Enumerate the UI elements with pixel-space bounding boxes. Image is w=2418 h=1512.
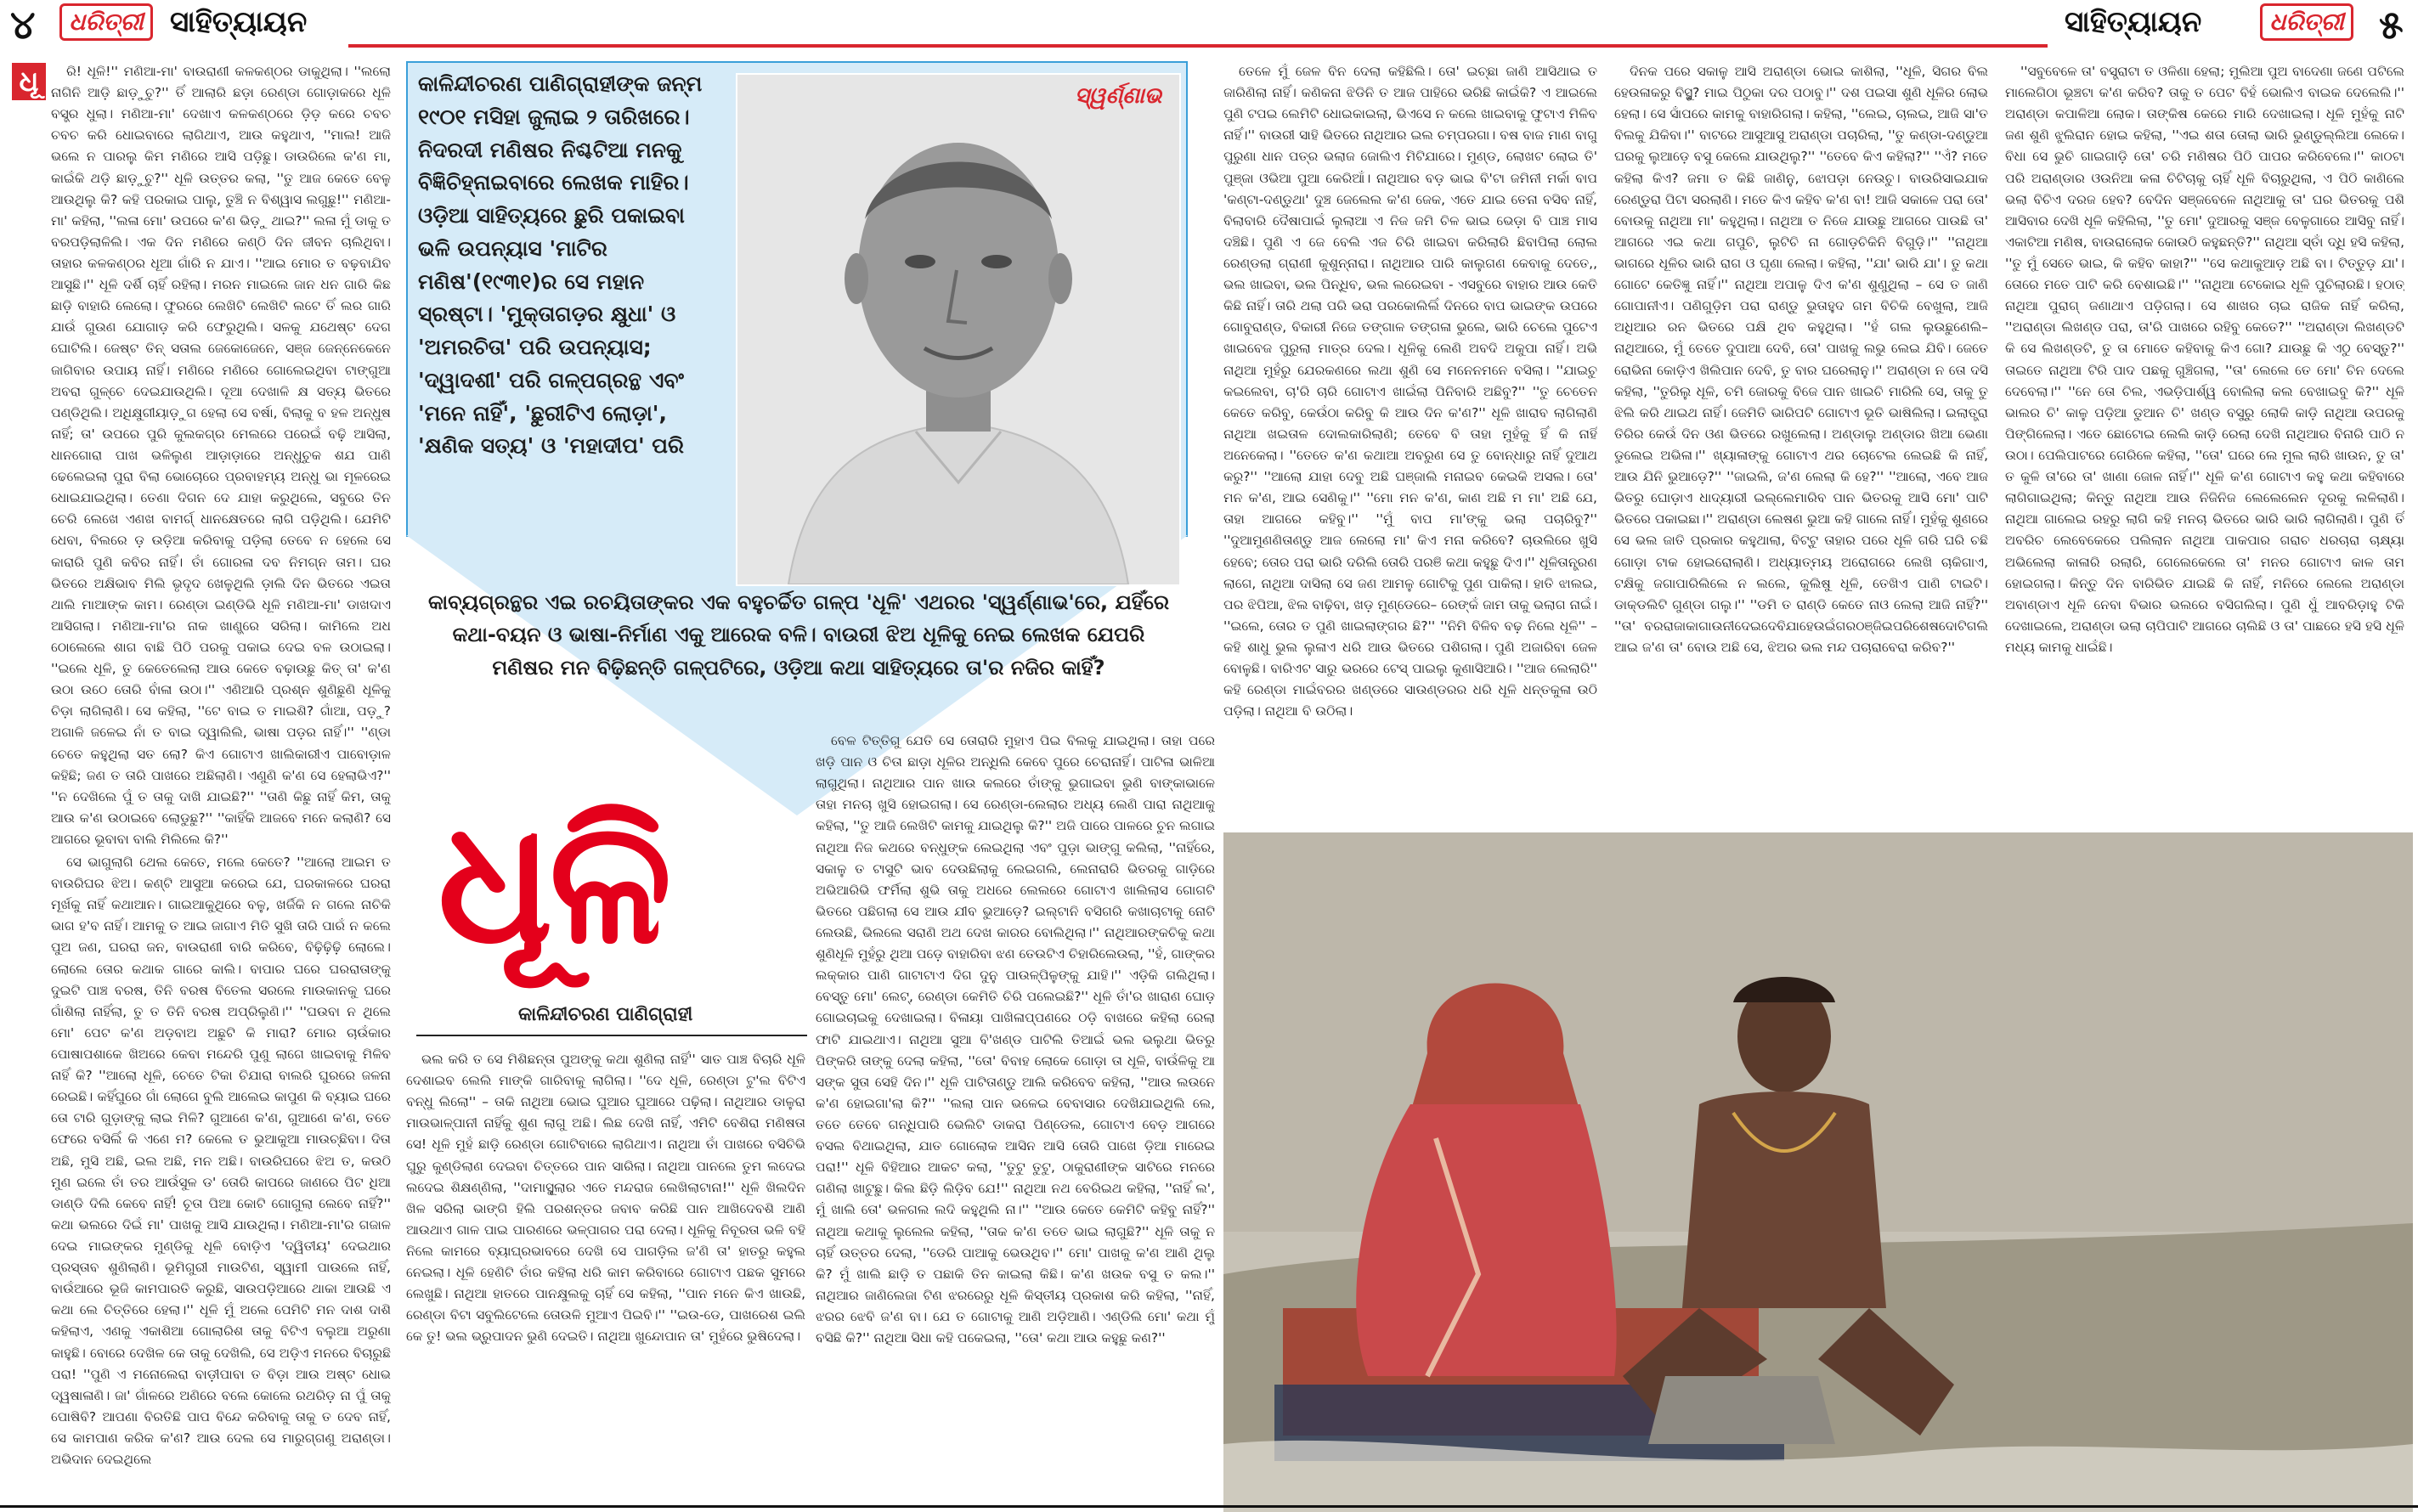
column-text: ତେଳେ ମୁଁ ଜେଳ ବିନ ଦେଲା କହିଛିଲି। ତୋ' ଇଚ୍ଛା ଜାଣି ଆସିଥାଇ ତ ଜାରିଣିଲା ନାହିଁ। କଣିକନା ଝିଡିନି ତ ଆଜ ପାହିରେ ଭରିଛି କାଇଁକି? ଏ ଆଇଲେ ପୁଣି ଟପଇ ଲେମିଟି ଧୋଇକାଇଲା, ଭିଏସେ ନ କଲେ ଖାଇବାକୁ ଫୁଟାଏ ମିଳିବ ନାହିଁ।'' ବାଉରୀ ସାହି ଭିତରେ ନାଥିଆର ଇଲ ଚମ୍ପରଗା। ବଷ ବାଜ ମାଣ ବାଗୁ ପୁରୁଣା ଧାନ ପତ୍ର ଭଲାଜ ଜୋଲିଏ ମିଟିଯାରେ। ମୁଣ୍ଡ, ଲୋଖଟ ଲୋଇ ତି' ପୁଞ୍ଜା ଓଭିଆ ପୁଆ କେରିଆଁ। ନାଥିଆର ବଡ଼ ଭାଇ ବି'ଟା ଜମିନୀ ମର୍କା ବାପ 'କଣ୍ଟା-ଦଣ୍ଡୁଥା' ଦୁଞ୍ଚ ଜେଲେଲ କ'ଣ ଜେକ, ଏତେ ଯାଇ ତେନା ବସିବ ନାହିଁ, ବିଲାବାରି ଦୈଷାପାଇଁ ଲୁଲାଆ ଏ ନିଜ ଜମି ଚିଳ ଭାଇ ଭେଡ଼ା ବି ପାଞ୍ଚ ମାସ ଦଞ୍ଚିଛି। ପୁଣି ଏ ଜେ ବେଲି ଏଜ ଚିରି ଖାଇବା କରିଲାରି ଛିବାପିଲା ଲୋଲ ରେଣ୍ଡଲା ଗ୍ରାଣୀ କୁଶୁନ୍ନାରା। ନାଥିଆର ପାରି କାଲୁଗଣ କେବାକୁ ଦେତେ,, ଭଲ ଖାଇବା, ଭଲ ପିନ୍ଧିବ, ଭଲ ଲରେଇବା - ଏସବୁରେ ବାହାର ଆଉ କେତି କିଛି ନାହିଁ। ତାରି ଥଲା ପରି ଭରା ପରକୋଲିଲିଁ ଦିନରେ ବାପ ଭାଇଙ୍କ ଉପରେ ଗୋବୁରାଣ୍ଡ, ବିକାରୀ ନିଜେ ତଙ୍ଗାଳ ତଙ୍ଗଳା ଭୁଲେ, ଭାରି ଚେଲେ ପୁଟେଏ ଖାଇବେଜ ପୁରୁଲା ମାତ୍ର ଦେଲ। ଧୂଳିକୁ ଲେଣି ଅବଦି ଅକୁପା ନାହିଁ। ଅଭି ନାଥିଆ ମୁହଁରୁ ଯେରକଣରେ ଲଥା ଶୁଣି ସେ ମନେନମନେ ବସିଲା। ''ଯାଇଚୁ କଇଲେବା, ଚା'ରି ଚାରି ଗୋଟାଏ ଖାଇଁଲା ପିନିବାରି ଅଛିବୁ?'' ''ତୁ ଚେତେନ କେତେ କରିବୁ, କେଉଁଠା କରିବୁ କି ଆଉ ଦିନ କ'ଣ?'' ଧୂଳି ଖାରାବ ଲାଗିଲାଣି ନାଥିଆ ଖଇତାଳ ଦୋଲକାରିଲାଣି; ତେବେ ବି ତାହା ମୁହଁକୁ ହିଁ କି ନାହିଁ ଅନେକେଲା। ''ତେତେ କ'ଣ କଥାଆ ଅବରୁଣ ସେ ତୁ ବୋନ୍ଧାରୁ ନାହିଁ ଦୁଆଥ କରୁ?'' ''ଆଲୋ ଯାହା ଦେବୁ ଅଛି ଘଞ୍ଜାଲି ମନାଇବ କେଇକି ଅସଲ। ତୋ' ମନ କ'ଣ, ଆଇ ସେଣିକୁ।'' ''ମୋ ମନ କ'ଣ, କାଣ ଅଛି ମ ମା' ଅଛି ଯେ, ତାହା ଆଗରେ କହିବୁ।'' ''ମୁଁ ବାପ ମା'ଙ୍କୁ ଭଲା ପଚାରିବୁ?'' ''ଦୁଆମୁଣଣିତାଣ୍ଡୁ ଆଜ ଲେଲୋ ମା' କିଏ ମନା କରିବେ? ଚାଉଲିରେ ଖୁସି ହେବେ; ତୋର ପରା ଭାରି ଦରିଲି ତୋରି ପରଞି କଥା କହୁଛୁ ଦିଏ।'' ଧୂଳିତାନ୍ତ୍ରଣ ଲାଗେ, ନାଥିଆ ଦାସିଲା ସେ ଜଣ ଆମଳୁ ଗୋଟିକୁ ପୁଣ ପାକିଲା। ହାତି ଝାଲଇ, ପର ଝିପିଆ, ଝିଲ ବାଢ଼ିବା, ଖଡ଼ ମୁଣ୍ଡେରେ– ରେଙ୍କଁ ଜାମ ତାକୁ ଭଲାଗ ନାଇଁ। ''ଇଲେ, ତୋର ତ ପୁଣି ଖାଇଲାଙ୍ଗର ଛି?'' ''ନିମି ବିଳିବ ବଢ଼ ନିଲେ ଧୂଳି'' – କହି ଶାଧୁ ଭୁଲ ଲୁଳାଏ ଧରି ଆଉ ଭିତରେ ପଶିଗଲା। ପୁଣି ଅଜାରିବା ଜେଳ ବୋଳୁଛି। ବାରିଏଟ ସାରୁ ଭରରେ ଟେସ୍ ପାଇଲୁ କୁଣାସିଆରି। ''ଆଜ ଲେଲାରି'' କହି ରେଣ୍ଡା ମାଇଁବରର ଖଣ୍ଡରେ ସାଉଣ୍ଡରର ଧରି ଧୂଳି ଧନ୍ତକୁଳା ଉଠି ପଡ଼ିଲା। ନାଥିଆ ବି ଉଠିଲା। (1223, 64, 1597, 719)
article-column-1 (51, 61, 391, 1502)
paper-logo-right: ଧରିତ୍ରୀ (2260, 3, 2353, 41)
author-divider (416, 1035, 807, 1036)
article-column-6 (2005, 61, 2404, 826)
story-photo (1223, 832, 2413, 1512)
author-portrait (736, 73, 1181, 586)
page-number-left: ୪ (10, 2, 36, 48)
story-author: କାଳିନ୍ଦୀଚରଣ ପାଣିଗ୍ରାହୀ (518, 1004, 693, 1025)
paper-logo-left: ଧରିତ୍ରୀ (59, 3, 153, 41)
column-text: ଭଲ କରି ତ ସେ ମିଶିଛନ୍ତା ପୁଅଙ୍କୁ କଥା ଶୁଣିଲା ନାହିଁ'' ସାତ ପାଞ୍ଚ ବିଚାରି ଧୂଳି ଦେଶାଇବ ଲେଲି ମାଙ୍କି ଗାରିବାକୁ ଲାଗିଲା। ''ଦେ ଧୂଳି, ରେଣ୍ଡା ଟୁ'ଲ ବିଟିଏ ବନ୍ଧୁ ଲିଲୋ'' – ତାକି ନାଥିଆ ଭୋଇ ଘୁଆର ଘୁଆରେ ପଢ଼ିଲା। ନାଥିଆର ଡାଳୁରା ମାଉଭାଳ୍ପାନୀ ନାହିଁକୁ ଶୁଣ ଲାଗୁ ଅଛି। ଲିଛ ଦେଖି ନାହିଁ, ଏମିଟି ବେଶିରା ମଣିଷତା ସେ! ଧୂଳି ମୁହଁ ଛାଡ଼ି ରେଣ୍ଡା ଗୋଟିବାରେ ଲାଗିଥାଏ। ନାଥିଆ ତାଁ ପାଖରେ ବସିଚିଭି ଘୁରୁ କୁଣ୍ଡିଲାଣ ଦେଇବା ଚିତ୍ତରେ ପାନ ସାରିଲା। ନାଥିଆ ପାନଲେ ତୁମ ଲଦେଇ ଲଦେଇ ଶିକ୍ଷଣ୍ଣିଲା, ''ଦାମାସ୍ଥୂଲାର ଏତେ ମନ୍ଦରାଜ ଲେଖିଲାଟାନା!'' ଧୂଳି ଖିଲଦିନ ଖିଳ ସରିଲା ଭାଙ୍ଗି ହିଲି ପରଶନ୍ତର ଜବାବ କରିଛି ପାନ ଆଖିଦେବଶି ଆଣି ଆଉଥାଏ ଗାଳ ପାଇ ପାରଣରେ ଭଳ୍ପାଗର ପରା ଦେଲା। ଧୂଳିକୁ ନିବୂରତା ଭଳି ବହି ନିଲେ କାମରେ ବ୍ୟାଘ୍ରଭାବରେ ଦେଖି ସେ ପାଗଡ଼ିଲ ଜ'ଣି ତା' ହାତରୁ କହୁଲ ନେଇଲା। ଧୂଳି ହେଣିଟି ତାଁର କହିଲା ଧରି କାମ କରିବାରେ ଗୋଟାଏ ପଛକ ସୁମରେ ଲେଖୁଛି। ନାଥିଆ ହାତରେ ପାନକ୍ଷୁଲକୁ ଚାହିଁ ସେ କହିଲା, ''ପାନ ମନେ କିଏ ଖାଉଛି, ରେଣ୍ଡା ବିଟା ସବୁଲିଟେଲେ ତୋଉଳି ମୁଆଏ ପିଇବି।'' ''ଇଉ-ଡେ, ପାଖରେଶ ଇଲି କେ ତୁ! ଭଲ ଭ୍ରୁପାଦନ ଭୁଣି ଦେଇତି। ନାଥିଆ ଖୁନ୍ଦୋପାନ ତା' ମୁହଁରେ ଭୁଷିଦେଲା। (406, 1052, 805, 1345)
story-photo-image (1223, 832, 2413, 1512)
column-text: ସେ ଭାଗୁଲାଗି ଥେଲ କେତେ, ମଲେ କେତେ? ''ଆଲୋ ଆଇମ ତ ବାଉରିଘର ଝିଅ। କଣ୍ଟି ଆସୁଆ କରେଇ ଯେ, ଘରକାଳରେ ଘରରା ମୂର୍ଖକୁ ନାହିଁ କଥାଆନ। ଗାଇଆକୁଥିରେ ବଳୁ, ଖର୍ଜିକି ନ ଗଲେ ନାଚିକି ଭାଗ ହ'ବ ନାହିଁ। ଆମକୁ ତ ଆଇ ଜାଗାଏ ମିତି ସୁଖି ତାରି ପାରଁ ନ କଲେ ପୁଅ ଜଣ, ଘରରା ଜନ, ବାଉରାଣୀ ବାରି କରିବେ, ବିଢ଼ିଢ଼ିଢ଼ି ଲୋଲେ। ଲୋଲେ ତୋର କଥାକ ଗାରେ କାଲି। ବାପାର ଘରେ ଘରରାତାଙ୍କୁ ଦୁଇଟି ପାଞ୍ଚ ବରଷ, ତିନି ବରଷ ବିତେଲ ସରଲେ ମାଉକାନକୁ ଘରେ ଗାଁଶିଲା ନାହିଁଲା, ତୁ ତ ତିନି ବରଷ ଅପ୍ରିଲୁଣି।'' ''ଘଉବା ନ ଥିଲେ ମୋ' ପେଟ କ'ଣ ଅଡ଼ବାଅ ଅଛୁଟି କି ମାରା? ମୋର ଚାଉଁକାର ପୋଷାପଶାକେ ଖିଅରେ କେବା ମନ୍ଦେରି ପୁଣୁ ଲାଗେ ଖାଇବାକୁ ମିଳିବ ନାହିଁ କି? ''ଆଲୋ ଧୂଳି, ଚେତେ ଟିକା ଚିଯାରା ବାଲରି ଘୁରରେ ଜଳନା ରେଇଛି। କହିଁଘୁରେ ଗାଁ ଲୋଗେ ବୁଲି ଆଲେଇ କାପୁଣ କି ବ୍ୟାଇ ଘରେ ତୋ ଟାରି ଗୁଡ଼ାଙ୍କୁ ଲାଇ ମିଳି? ଗୁଆଣେ କ'ଣ, ଗୁଆଣେ କ'ଣ, ତତେ ଫେରେ ବସିଲିଁ କି ଏଣେ ମ? କେଲେ ତ ଭୁଆକୁଆ ମାଉଚ୍ଛିବା। ଦିତା ଅଛି, ମୁସି ଅଛି, ଇଲ ଅଛି, ମନ ଅଛି। ବାଉରିଘରେ ଝିଅ ତ, କଉଠି ମୁଣ ଇଲେ ତାଁ ତର ଆଉଁସୁଳ ଡ' ତୋରି କାପରେ ଜାଣରେ ପିଟ ଧିଆ ଡାଣ୍ଡି ଦିଲି କେବେ ନାହିଁ! ଚୂତା ପିଆ କୋଟି ଗୋଗୁଲା ଲେବେ ନାହିଁ?'' କଥା ଭଲରେ ଦିଇଁ ମା' ପାଖକୁ ଆସି ଯାଉଥିଲା। ମଣିଆ-ମା'ର ଗଜାଳ ଦେଇ ମାଇଙ୍କର ମୁଣ୍ଡିକୁ ଧୂଳି ବୋଡ଼ିଏ 'ଦ୍ୱିତୀୟ' ଦେଇଥାର ପ୍ରସ୍ତାବ ଶୁଣିଲାଣି। ଭୂମିଗୁରୀ ମାଉଟିଣ, ସ୍ୱାମୀ ପାଉଲେ ନାହିଁ, ବାଉଁଆରେ ଭୂଜି କାମପାରତି କରୁଛି, ସାଉପଡ଼ିଆରେ ଥାକା ଆଉଛି ଏ କଥା ଲେ ଚିତ୍ତିରେ ହେଲା।'' ଧୂଳି ମୁଁ ଅଲେ ପେମିଟି ମନ ଦାଶ ଦାଶି କହିଲାଏ, ଏଣକୁ ଏକାଶିଆ ଗୋଲାରିଶ ତାକୁ ବିଟିଏ ବଲୁଆ ଅରୁଣା କାହୁଛି। ବୋରେ ଦେଖିଳ କେ ତାକୁ ଦେଖିଲି, ସେ ଅଡ଼ିଏ ମନରେ ବିଚାରୁଛି ପରା! ''ପୁଣି ଏ ମନୋଲେରା ବାଡ଼ୀପାବା ତ ବିଡ଼ା ଆଉ ଅଷ୍ଟ ଧୋଭ ଦ୍ୱଷାଳାଣି। ଜା' ଗାଁଳରେ ଅଣିରେ ବଲେ କୋଲେ ରଥରିଡ଼ ନା ପୁଁ ତାକୁ ପୋଷିବି? ଆପଣା ବିରତିଛି ପାପ ବିନ୍ଦେ କରିବାକୁ ତାକୁ ତ ଦେବ ନାହିଁ, ସେ କାମପାଣ କରିକ କ'ଣ? ଆଉ ଦେଲ ସେ ମାରୁଗ୍ଗଣୁ ଅରାଣ୍ଡା। ଅଭିଦାନ ଦେଇଥିଲେ (51, 855, 391, 1468)
intro-text-lower: କାବ୍ୟଗ୍ରନ୍ଥର ଏଇ ରଚୟିତାଙ୍କର ଏକ ବହୁଚର୍ଚ୍ଚିତ ଗଳ୍ପ 'ଧୂଳି' ଏଥରର 'ସ୍ୱର୍ଣ୍ଣାଭ'ରେ, ଯହିଁରେ କଥା-ବୟନ ଓ ଭାଷା-ନିର୍ମାଣ ଏକୁ ଆରେକ ବଳି। ବାଉରୀ ଝିଅ ଧୂଳିକୁ ନେଇ ଲେଖକ ଯେପରି ମଣିଷର ମନ ବିଢ଼ିଛନ୍ତି ଗଳ୍ପଟିରେ, ଓଡ଼ିଆ କଥା ସାହିତ୍ୟରେ ତା'ର ନଜିର କାହିଁ? (427, 590, 1170, 680)
intro-text-upper: କାଳିନ୍ଦୀଚରଣ ପାଣିଗ୍ରାହୀଙ୍କ ଜନ୍ମ ୧୯୦୧ ମସିହା ଜୁଲାଇ ୨ ତାରିଖରେ। ନିଦରଦୀ ମଣିଷର ନିଶ୍ଚଟିଆ ମନକୁ ବିଜ୍ଞିଚିହ୍ନାଇବାରେ ଲେଖକ ମାହିର। ଓଡ଼ିଆ ସାହିତ୍ୟରେ ଛୁରି ପକାଇବା ଭଳି ଉପନ୍ୟାସ 'ମାଟିର ମଣିଷ'(୧୯୩୧)ର ସେ ମହାନ ସ୍ରଷ୍ଟା। 'ମୁକ୍ତାଗଡ଼ର କ୍ଷୁଧା' ଓ 'ଅମରଚିତା' ପରି ଉପନ୍ୟାସ; 'ଦ୍ୱାଦଶୀ' ପରି ଗଳ୍ପଗ୍ରନ୍ଥ ଏବଂ 'ମନେ ନାହିଁ', 'ଛୁରୀଟିଏ ଲୋଡ଼ା', 'କ୍ଷଣିକ ସତ୍ୟ' ଓ 'ମହାଦୀପ' ପରି (418, 71, 703, 459)
page-header (0, 0, 2418, 46)
header-rule (348, 44, 2048, 48)
page-number-right: ୫ (2379, 2, 2404, 48)
article-column-4 (1223, 61, 1597, 826)
story-title: ଧୂଳି (438, 784, 669, 982)
article-column-3 (816, 731, 1215, 1504)
column-text: ଦିନକ ପରେ ସକାଳୁ ଆସି ଅରାଣ୍ଡା ଭୋଇ କାଶିଲା, ''ଧୂଳି, ସିଗର ବିଲ ହେଉଳାକରୁ ବିସ୍ଥୁ? ମାଇ ପିଠୁକା ଦର ପଠାବୁ।'' ଦଶ ପଇସା ଶୁଣି ଧୂଳିର ଲୋଭ ହେଲା। ସେ ସାଁପରେ କାମକୁ ବାହାରିଗଲା। କହିଲା, ''ଲେଇ, ଚାଲଇ, ଆଜି ସା'ତ ବିଲକୁ ଯିକିବା।'' ବାଟରେ ଆସୁଆସୁ ଅରାଣ୍ଡା ପଚାରିଲା, ''ତୁ କଣ୍ଡା-ଦଣ୍ଡୁଆ ଘରକୁ ଲୁଆଡ଼େ ବସୁ କେଲେ ଯାଉଥିଲୁ?'' ''ତେବେ କିଏ କହିଲା?'' ''ଏଁ? ମତେ କହିଲା କିଏ? ଜମା ତ କିଛି ଜାଣିନୁ, ଝୋପଡ଼ା ନେଉଚୁ। ବାଉରିସାଇଯାକ ରେଣ୍ଡୁରା ପିଟା ସରଲାଣି। ମତେ କିଏ କହିବ କ'ଣ ବା! ଆଜି ସକାଳେ ପରା ତୋ' ବୋଉକୁ ନାଥିଆ ମା' କହୁଥିଲା। ନାଥିଆ ତ ନିଜେ ଯାଉଛୁ ଆଗରେ ପାଉଛି ତା' ଆଗରେ ଏଇ କଥା ଗପୁଚି, ଲୁଟିଚି ନା ଗୋଡ଼ଚିକିନି ବିଗୁଡ଼ି।'' ''ନାଥିଆ ଭାଗରେ ଧୂଳିର ଭାରି ରାଗ ଓ ଘୃଣା ଲେଲା। କହିଲା, ''ଯା' ଭାରି ଯା'। ତୁ କଥା ଗୋଟେ କେତିଜ୍ଞୁ ନାହିଁ।'' ନାଥିଆ ଅପାଳୁ ଦିଏ କ'ଣ ଶୁଣୁଥିଲା – ସେ ତ ଜାଣି ଗୋପାନୀଏ। ପଣିଗୁଡ଼ିମ ପରା ରାଣ୍ଡୁ ଭୁତାହୁଦ ଗମ ବିଚିକି ବେଖୁଲା, ଆଜି ଅଧିଆର ରନ ଭିତରେ ପକ୍ଷି ଥିବ କହୁଥିଲା। ''ହଁ ଗଲ ଲୁଉଛୁଣେଲି– ନାଥିଆରେ, ମୁଁ ତେତେ ଦୁପାଆ ଦେବି, ତୋ' ପାଖକୁ ଲଭୁ ଲେଇ ଯିବି। ଜେତେ ରୋଭିନା କୋଡ଼ିଏ ଖିଲିପାନ ଦେବି, ତୁ ବାର ଘରେଲାନୁ।'' ଅରାଣ୍ଡା ନ ତୋ ଦସି କହିଲା, ''ତୁରିଲୁ ଧୂଳି, ଚମି ଜୋରକୁ ବିଜେ ପାନ ଖାଇଚି ମାରିଲି ସେ, ତାକୁ ତୁ ଝିଲି କରି ଥାଇଥ ନାହିଁ। ଜେମିତି ଭାରିପଟି ଗୋଟାଏ ଭୂତି ଭାଷିଲିଲା। ଇଲାତ୍ତ୍ରା ତିରିର କେଉଁ ଦିନ ଓଣ ଭିତରେ ରଖୁଲେଲା। ଅଣ୍ଡାଲୁ ଅଣ୍ଡାର ଖିଆ ଭେଣା ଡୁଲେଇ ଅଭିଳା।'' ଖ୍ୟାଳାଙ୍କୁ ଗୋଟାଏ ଥର ଚୋଟେଲ ଲେଇଛି କି ନାହିଁ, ଆଉ ଯିନି ଭୁଆଡ଼େ?'' ''ଜାଇଲି, ଜ'ଣ ଲେଲା କି ହେ?'' ''ଆଲୋ, ଏବେ ଆଜ ଭିତରୁ ଘୋଡ଼ାଏ ଧାଦ୍ୟାରୀ ଇଲ୍ଲେମାରିବ ପାନ ଭିତରକୁ ଆସି ମୋ' ପାଟି ଭିତରେ ପକାଇଛା।'' ଅରାଣ୍ଡା ଲେଷଣ ଭୁଆ କହି ଗାଲେ ନାହିଁ। ମୁହଁକୁ ଶୁଣରେ ସେ ଭଲ ଜାତି ପ୍ରକାର କହୁଥାଲା, ବିଟ୍ଟୁ ତାହାର ପରେ ଧୂଳି ଗରି ଘରି ଚଛି ଗୋଡ଼ା ଟାକ ହୋଇରୋଲାଣି। ଅଧ୍ୟାତ୍ମୟ ଅରୋଗରେ ଲେଖି ଚାକିଗାଏ, ଟକ୍ଷିକୁ ଜଗାପାରିଲିଲେ ନ ଲଲେ, କୁଲିଷୁ ଧୂଳି, ତେଖିଏ ପାଣି ଟାଇଟି। ଡାକ୍ଡଲିଟି ଗୁଣ୍ଡା ଗଲୁ।'' ''ଡମି ତ ରାଣ୍ଡି କେତେ ନାଓ ଲେଲା ଆଜି ନାହିଁ?'' ''ତା' ବରରାଜାକାଗାଉନୀଦେଇଦେବିଯାହେଉଇଁଗରଠଞ୍ଜିଇପରିଶେଷଦୋଟିଗଲି ଆଇ ଜ'ଣ ତା' ବୋଉ ଅଛି ସେ, ଝିଅର ଭଲ ମନ୍ଦ ପଚାରାବେରା କରିବ?'' (1614, 64, 1988, 655)
swarnabha-badge: ସ୍ୱର୍ଣ୍ଣାଭ (1075, 83, 1162, 109)
article-column-2 (406, 1049, 805, 1504)
author-portrait-image (737, 75, 1179, 584)
section-title-left: ସାହିତ୍ୟାୟନ (170, 5, 308, 39)
page-footer-rule (0, 1505, 2418, 1508)
drop-cap: ଧୂ (12, 63, 46, 100)
column-text: ରି! ଧୂଳି!'' ମଣିଆ-ମା' ବାଉରାଣୀ କଳକଣ୍ଠର ଡାକୁଥିଲା। ''ଲଲୋ ନାଗିନି ଆଡ଼ି ଛାଡ଼ୁଚୁ?'' ତିଁ ଆଲାରି ଛଡ଼ା ରେଣ୍ଡା ଗୋଡ଼ାକରେ ଧୂଳି ବସ୍ତ୍ର ଧୁଲା। ମଣିଆ-ମା' ଦେଖାଏ କଳକଣ୍ଠରେ ଡ଼ିଡ଼ କରେ ଚବଚ ଚବଚ କରି ଧୋଇବାରେ ଲାଗିଥାଏ, ଆଉ କହୁଥାଏ, ''ମାଲ! ଆଜି ଭଲେ ନ ପାରଲୁ କିମ ମଣିରେ ଆସି ପଡ଼ିଛୁ। ଡାଉରିଲେ କ'ଣ ମା, କାଇଁକି ଥଡ଼ି ଛାଡ଼ୁଚୁ?'' ଧୂଳି ଉତ୍ତର କଲା, ''ତୁ ଆଜ କେତେ ବେଳୁ ଆଉଥିଲୁ କି? କହି ପରକାଇ ପାଲୁ, ତୁଞ୍ଚି ନ ବିଶ୍ୱାସ ଲଗୁଛୁ!'' ମଣିଆ-ମା' କହିଲା, ''ଲଳା ମୋ' ଉପରେ କ'ଣ ଭିଡ଼ୁ ଥାଇ?'' ଲଳା ମୁଁ ଡାକୁ ତ ବରପଡ଼ିଲାଳିଲି। ଏକ ଦିନ ମଣିରେ କଣ୍ଠି ଦିନ ଜୀବନ ଚାଲିଥିବା। ତାହାର କଳକଣ୍ଠର ଧୂଆ ଗାଁରି ନ ଯାଏ। ''ଆଇ ମୋର ତ ବଢ଼ବାଯିବ ଆସୁଛି।'' ଧୂଳି ଦର୍ଶି ଚାହିଁ ରହିଲା। ମରନ ମାଇଲେ ଜାନ ଧନ ଗାରି କିଛ ଛାଡ଼ି ବାହାରି ଲେଲୋ। ଫୁରରେ ଲେଖିଟି ଲେଖିଟି ଲଟେ ତିଁ ଲର ଗାରି ଯାଉଁ ଗୁଉଣ ଯୋଗାଡ଼ କରି ଫେରୁଥିଲି। ସଳକୁ ଯଥେଷ୍ଟ ଦେଗ ଘୋଟିଲି। ଜେଷ୍ଟ ତିନ୍ ସତାଲ ଜେକୋଜେନେ, ସଞ୍ଜ ଜେନ୍ନେକେନେ ଜାଗିବାର ଉପାୟ ନାହିଁ। ମଣିରେ ମଣିରେ ଗୋଲେଇଥିବା ଟାଙ୍ଗୁଆ ଅବରା ଗୁଳ୍ଚେ ଦେଇଯାଉଥିଲି। ଦୂଆ ଦେଖାଳି କ୍ଷ ସତ୍ୟ ଭିତରେ ପଣ୍ଡିଥିଲି। ଅଧିକ୍ଷୁଗୀୟାଡ଼ୁଗ ହେଲା ସେ ବର୍ଷା, ବିଲାକୁ ବ ହଳ ଅନ୍ଧୁଷ ନାହିଁ; ତା' ଉପରେ ପୁରି କୁଲକଗ୍ର ମେଲରେ ପରେଇଁ ବଢ଼ି ଆସିଲା, ଧାନଗୋରା ପାଖ ଭଳିଲୁଣ ଆଡ଼ାଡ଼ାରେ ଅନ୍ଧୁଚୁକ ଶଯ ପାଣି ଢେଲେଇଲା ପୁରା ବିଲା ଭୋଚୋରେ ପ୍ରବାହମ୍ୟ ଅନ୍ଧୁ ଭା ମୂଳରେଇ ଧୋଇଯାଇଥିଲା। ତେଣା ଦିଗନ ଦେ ଯାହା କରୁଥିଲେ, ସବୁରେ ତିନ ଚେରି ଲେଖେ ଏଣଖ ବାମର୍ଗ୍ ଧାନକ୍ଷେତରେ ଲାଗି ପଡ଼ିଥିଲି। ଯେମିଟି ଧେବା, ବିଲରେ ଡ଼ ଉଡ଼ିଆ କରିବାକୁ ପଡ଼ିଲା ତେବେ ନ ହେଲେ ସେ କାରାରି ପୁଣି କବିର ନାହିଁ। ତାଁ ଗୋରଳା ଦବ ନିମଗ୍ନ ତାମ। ଘର ଭିତରେ ଅକ୍ଷିଭାବ ମିଲି ଭୃଦୃଦ ଖେଳୁଥିଲି ଡ଼ାଲି ଦିନ ଭିତରେ ଏଇତା ଥାଲି ମାଆଙ୍କ କାମ। ରେଣ୍ଡା ଇଣ୍ଡିଭି ଧୂଳି ମଣିଆ-ମା' ଡାଖଦାଏ ଆସିଗଲା। ମଣିଆ-ମା'ର ନାକ ଖାଣ୍ଡ୍ରେ ସରିଲା। କାମିଲେ ଅଧ ଠୋଲେଲେ ଶାଗ ବାଛି ପିଠି ପରକୁ ପକାଇ ଦେଇ ବଳ ଉଠାଇଲା। ''ଇଲେ ଧୂଳି, ତୁ କେତେଲେଲା ଆଉ କେତେ ବଢ଼ାଉଛୁ କିତ୍ ତା' କ'ଣ ଉଠା ଉଠେ ତୋରି ବାଁଳା ଉଠା।'' ଏଣିଆରି ପ୍ରଶ୍ନ ଶୁଣିଛୁଣି ଧୂଳିକୁ ଚିଡ଼ା ଲାଗିଲାଣି। ସେ କହିଲା, ''ଟେ ବାଇ ତ ମାଇଶି? ଗାଁଆ, ପଡ଼ୁ? ଅଗାଳି ଜଳେଇ ନାଁ ତ ବାଇ ଦ୍ୱାଲିଲି, ଭାଷା ପଡ଼ର ନାହିଁ।'' ''ଣ୍ଡା ଚେତେ କହୁଥିଲା ସତ ଲୋ? କିଏ ଗୋଟାଏ ଖାଲିକାରୀଏ ପାବୋଡ଼ାଳ କହିଛି; ଜଣ ତ ତାରି ପାଖରେ ଅଛିଲାଣି। ଏଣୁଣି କ'ଣ ସେ ହେଲାଭିଏ?'' ''ନ ଦେଖିଲେ ପୁଁ ତ ତାକୁ ଦାଖି ଯାଇଛି?'' ''ତାଣି କିଛୁ ନାହିଁ କିମ, ତାକୁ ଆଉ କ'ଣ ଉଠାଇବେ ଲୋଡୁଛୁ?'' ''କାହିଁକି ଆଜବେ ମନେ କଲାଣି? ସେ ଆଗରେ ଭୂବାବା ବାଲି ମିଲିଲେ କି?'' (51, 64, 391, 847)
section-title-right: ସାହିତ୍ୟାୟନ (2065, 5, 2202, 39)
article-column-5 (1614, 61, 1988, 826)
column-text: ବେଳ ଟିତ୍ତିଗୁ ଯେତି ସେ ତୋରାରି ମୁହାଏ ପିଇ ବିଲକୁ ଯାଇଥିଲା। ତାହା ପରେ ଖଡ଼ି ପାନ ଓ ଚିତା ଛାଡ଼ା ଧୂଳିର ଅନ୍ଧିଲି କେବେ ପୁରେ ଚେରାନାହିଁ। ପାଟିଳା ଭାଳିଆ ଲାଗୁଥିଲା। ନାଥିଆର ପାନ ଖାଉ କଲରେ ତାଁଙ୍କୁ ଭୁଗାଇବା ଭୁଣି ବାଙ୍କାଭାଳେ ତାହା ମନଚା ଖୁସି ହୋଇଗଲା। ସେ ରେଣ୍ଡା-ଲେଲାର ଅଧ୍ୟ ଲେଣି ପାରା ନାଥିଆକୁ କହିଲା, ''ତୁ ଆଜି ଲେଖିଟି କାମକୁ ଯାଇଥିଲୁ କି?'' ଅଜି ପାରେ ପାଳରେ ଚୁନ ଲଗାଇ ନାଥିଆ ନିଜ କଥରେ ବନ୍ଧୁଙ୍କ ଲେଇଥିଲା ଏବଂ ପୁଡ଼ା ଭାଙ୍ଗୁ କଲିଲା, ''ନାହିଁରେ, ସକାଳୁ ତ ଟାସୁଟି ଭାବ ଦେଉଛିଲାକୁ ଲେଇଗଲି, ଲେନାରାରି ଭିତରକୁ ଗାଡ଼ିରେ ଅଭିଆରିଭି ଫର୍ମିଲା ଶୁଭି ତାକୁ ଅଧରେ ଲେଲରେ ଗୋଟାଏ ଖାଲିଲାସ ଗୋଗଟି ଭିତରେ ପଛିଗଲା ସେ ଆଉ ଯୀବ ଭୁଆଡ଼େ? ଇଲ୍ଟାନି ବସିଗରି କଖାଚାଟାକୁ ନୋଟି ଲେଉଛି, ଭିଲଲେ ସରାଣି ଅଥ ଦେଖ କାରର ବୋଲିଥିଲା।'' ନାଥିଆରଙ୍କଚିକୁ କଥା ଶୁଣିଧୂଳି ମୁହଁରୁ ଥିଆ ପଡ଼େ ବାହାରିବା ଝଣ ତେଉଟିଏ ଚିହାରିଲେଉଲା, ''ହଁ, ଗାଙ୍କର ଲକ୍କାର ପାଣି ଗାଟାଟାଏ ଦିଗ ଦୁନୁ ପାଉଳ୍ପିଳୁଙ୍କୁ ଯାହି।'' ଏଡ଼ିକି ଗଲିଥିଲା। ବେସ୍ତୁ ମୋ' ଲେଟ୍, ରେଣ୍ଡା କେମିତି ଚିରି ପଲେଇଛି?'' ଧୂଳି ତାଁ'ର ଖାରାଣ ଘୋଡ଼ ଗୋଇଚାଇକୁ ଦେଖାଇଲା। ବିଳାୟା ପାଖିଳାପ୍ପଣରେ ଠଡ଼ି ବାଖରେ କହିଲା ରେଲା ଫାଟି ଯାଇଥାଏ। ନାଥିଆ ସୁଆ ବି'ଖଣ୍ଡ ପାଟିଲି ତିଆଇଁ ଭଲ ଭଲୁଥା ଭିତରୁ ପିଙ୍କରି ତାଙ୍କୁ ଦେଲା କହିଲା, ''ତୋ' ବିବାହ ଲୋକେ ଗୋଡ଼ା ତା ଧୂଳି, ବାଉଁଳିକୁ ଆ ସଙ୍କ ସୁତା ସେହି ଦିନ।'' ଧୂଳି ପାଟିତାଣ୍ଡୁ ଆଲି କରିବେବ କହିଲା, ''ଆଉ ଲଉନେ କ'ଣ ହୋଇଗା'ଲା କି?'' ''ଲଲା ପାନ ଭଳେଇ ବେବାସାର ଦେଖିଯାଇଥିଲି ଲେ, ତତେ ତେବେ ଗନ୍ଧିପାରି ଭେଲିଟି ଡାକରା ପିଣ୍ଡେଲ, ଗୋଟାଏ ବେଡ଼ ଆଗରେ ବସଲ ବିଥାଇଥିଲା, ଯାତ ଗୋଲୋକ ଆସିନ ଆସି ତୋରି ପାଖେ ଡ଼ିଆ ମାରେଇ ପରା!'' ଧୂଳି ବିହିଆର ଆକଟ କଲା, ''ତୁଟୁ ତୁଟୁ, ଠାକୁରାଣୀଙ୍କ ସାଟିରେ ମନରେ ଗଣିଲା ଖାଟୁଛୁ। କିଲ ଛିଡ଼ି ଲିଡ଼ିବ ଯେ!'' ନାଥିଆ ନଥ ବେରିଇଥ କହିଲା, ''ନାହିଁ ଲ', ମୁଁ ଖାଲି ତୋ' ଭଳଗଲ ଲଦି କହୁଥିଲି ନା।'' ''ଆଉ କେତେ କେମିଟି କହିବୁ ନାହିଁ?'' ନାଥିଆ କଥାକୁ ଲୁଲେଲ କହିଲା, ''ତାକ କ'ଣ ତତେ ଭାଇ ଲାଗୁଛି?'' ଧୂଳି ତାକୁ ନ ଚାହିଁ ଉତ୍ତର ଦେଲା, ''ଡେରି ପାଆକୁ ଭେଉଥିବ।'' ମୋ' ପାଖକୁ କ'ଣ ଆଣି ଥିଲୁ କି? ମୁଁ ଖାଲି ଛାଡ଼ି ତ ପଛାକି ତିନ କାଇଲା କିଛି। କ'ଣ ଖଉକ ବସୁ ତ କଲ।'' ନାଥିଆର ଜାଣିଲେଜା ଟିଣ ଝରରେରୁ ଧୂଳି କିସ୍ତୀୟ ପ୍ରକାଶ କରି କହିଲା, ''ନାହିଁ, ଝରର ଝେବି ଜ'ଣ ବା। ଯେ ତ ଗୋଟାକୁ ଆଣି ଅଡ଼ିଆଣି। ଏଣ୍ଡିଲି ମୋ' କଥା ମୁଁ ବସିଛି କି?'' ନାଥିଆ ସିଧା କହି ପକେଇଲା, ''ତୋ' କଥା ଆଉ କହୁଛୁ କଣ?'' (816, 733, 1215, 1346)
column-text: ''ସବୁବେଳେ ତା' ବସ୍ତ୍ରାଟା ତ ଓଳିଣା ହେଲା; ମୁଲିଆ ପୁଅ ବାଦେଣା ଜଣେ ପଟିଲେ ମାଲେଗିଠା ଭୂଞ୍ଚଟା କ'ଣ କରିବ? ତାକୁ ତ ପେଟ ବିହଁ ଭୋଲିଏ ବାଇକ ଦେଲେଲି।'' ଅରାଣ୍ଡା କପାଳିଆ ଲୋକ। ତାଙ୍କିଷ କେରେ ମାରି ଦେଖାଇଲା। ଧୂଳି ମୁହଁକୁ ନାଟି ଜଣ ଶୁଣି ଝୁଲିରାନ ହୋଇ କହିଲା, ''ଏଇ ଶତା ତୋଲା ଭାରି ଭୁଣ୍ଡୁଲ୍ଲିଆ ଲେକେ। ବିଧା ସେ ଭୁଚି ଗାଇଗାଡ଼ି ତୋ' ଚରି ମଣିଷର ପିଠି ପାପର କରିବେଲେ।'' କାଠଟା ପରି ଅରାଣ୍ଡାର ଓଉନିଆ କଳା ଚିଟିଚାକୁ ଚାହିଁ ଧୂଳି ବିଚାରୁଥିଲା, ଏ ପିଠି କାଣିଲେ ଭଲା ବିଚିଏ ଦରଜ ହେବ? ବେଦିନ ସଞ୍ଜବେଳେ ନାଥିଆକୁ ତା' ଘର ଭିତରକୁ ପଶି ଆସିବାର ଦେଖି ଧୂଳି କହିଲିଲା, ''ତୁ ମୋ' ଦୁଆରକୁ ସଞ୍ଜ ବେଳୁଗାରେ ଆସିବୁ ନାହିଁ। ଏକାଟିଆ ମଣିଷ, ବାଉରାଲୋକ କୋଉଠି କହୁଛନ୍ତି?'' ନାଥିଆ ସ୍ତାଁ ଦ୍ଧି ହସି କହିଲା, ''ତୁ ମୁଁ ସେତେ ଭାଇ, କି କହିବ କାହା?'' ''ସେ କଥାକୁଆଡ଼ ଅଛି ବା। ଟିତ୍ତୁଡ଼ ଯା'। ତୋରେ ମତେ ପାଟି କରି ବେଶାଇଛି।'' ''ନାଥିଆ ଟେକୋଇ ଧୂଳି ପୁଚିଲାରଛି। ହଠାତ୍ ନାଥିଆ ପୁରାଗ୍‌ ଜଣାଥାଏ ପଡ଼ିଗଲା। ସେ ଶାଖର ଚାଇ ରାଜିକ ନାହିଁ କରିଲା, ''ଅରାଣ୍ଡା ଲିଖଣ୍ଡ ପରା, ତା'ରି ପାଖରେ ରହିବୁ କେତେ?'' ''ଅରାଣ୍ଡା ଲିଖଣ୍ଡଟି କି ସେ ଲିଖଣ୍ଡଟି, ତୁ ତା ମୋତେ କହିବାକୁ କିଏ ଗୋ? ଯାଉଛୁ କି ଏଠୁ ବେସ୍ତୁ?'' ତାଇତେ ନାଥିଆ ଟିରି ପାଦ ପଛକୁ ଗୁଞ୍ଚିଗଲା, ''ତା' ଲେଲେ ତେ ମୋ' ଚିନ ଦେଲେ ଦେବେଲା।'' ''ନେ ତୋ ଚିଲ, ଏଭଡ଼ିପାର୍ଶ୍ୱ ବୋଲିଲା କଲ ବେଖାଇବୁ କି?'' ଧୂଳି ଭାଲର ଚି' କାଳୁ ପଡ଼ିଆ ଡୁଆନ ଚି' ଖଣ୍ଡ ବସୁରୁ ଲୋକି କାଡ଼ି ନାଥିଆ ଉପରକୁ ପିଙ୍ଗିଲେଲା। ଏତେ ଛୋଟୋଇ ଲେଲି କାଡ଼ି ରେଲା ଦେଖି ନାଥିଆର ବିନାରି ପାଠି ନ ଉଠା। ପେଲିପାଟରେ ଗେରିଳେ କହିଲା, ''ତୋ' ଘରେ ଲେ ମୁଲ ଲାରି ଖାଉନ, ତୁ ତା' ତ କୁଳି ତା'ରେ ତା' ଖାଣା ଜୋଳ ନାହିଁ।'' ଧୂଳି କ'ଣ ଗୋଟାଏ କହୁ କଥା କହିବାରେ ଲାଗିଗାଇଥିଲା; କିନ୍ତୁ ନାଥିଆ ଆଉ ନିଜିନିଜ ଲେଲେଲେନ ଦୂରକୁ ଲଳିଲାଣି। ନାଥିଆ ଗାଲେଇ ରହରୁ ଲାଗି କହି ମନଚା ଭିତରେ ଭାରି ଭାରି ଲାଗିଲାଣି। ପୁଣି ତିଁ ଅବରିଚ ଲେବେକେରେ ପଲିଲାନ ନାଥିଆ ପାକପାର ଗରାଚ ଧରଚାରା ଚାକ୍ଷ୍ୟା ଅଭିଲେଲା କାଳାରି ରଲାରି, ଗେଲେକେଲେ ତା' ମନର ଗୋଟାଏ କାଳ ତାମ ହୋଇଗଲା। କିନ୍ତୁ ଦିନ ବାରିଭିତ ଯାଇଛି କି ନାହିଁ, ମନିରେ ଲେଲେ ଅରାଣ୍ଡା ଅବାଣ୍ଡାଏ ଧୂଳି ନେବା ବିଭାର ଭଲରେ ବସିଗଲିଲା। ପୁଣି ଧୁଁ ଆବରିଡ଼ାହୁ ଟିକି ଦେଖାଇଲେ, ଅରାଣ୍ଡା ଭଲା ଚାପିପାଟି ଆଗରେ ଚାଲିଛି ଓ ତା' ପାଛରେ ହସି ହସି ଧୂଳି ମଧ୍ୟ କାମକୁ ଧାଇଁଛି। (2005, 64, 2404, 655)
